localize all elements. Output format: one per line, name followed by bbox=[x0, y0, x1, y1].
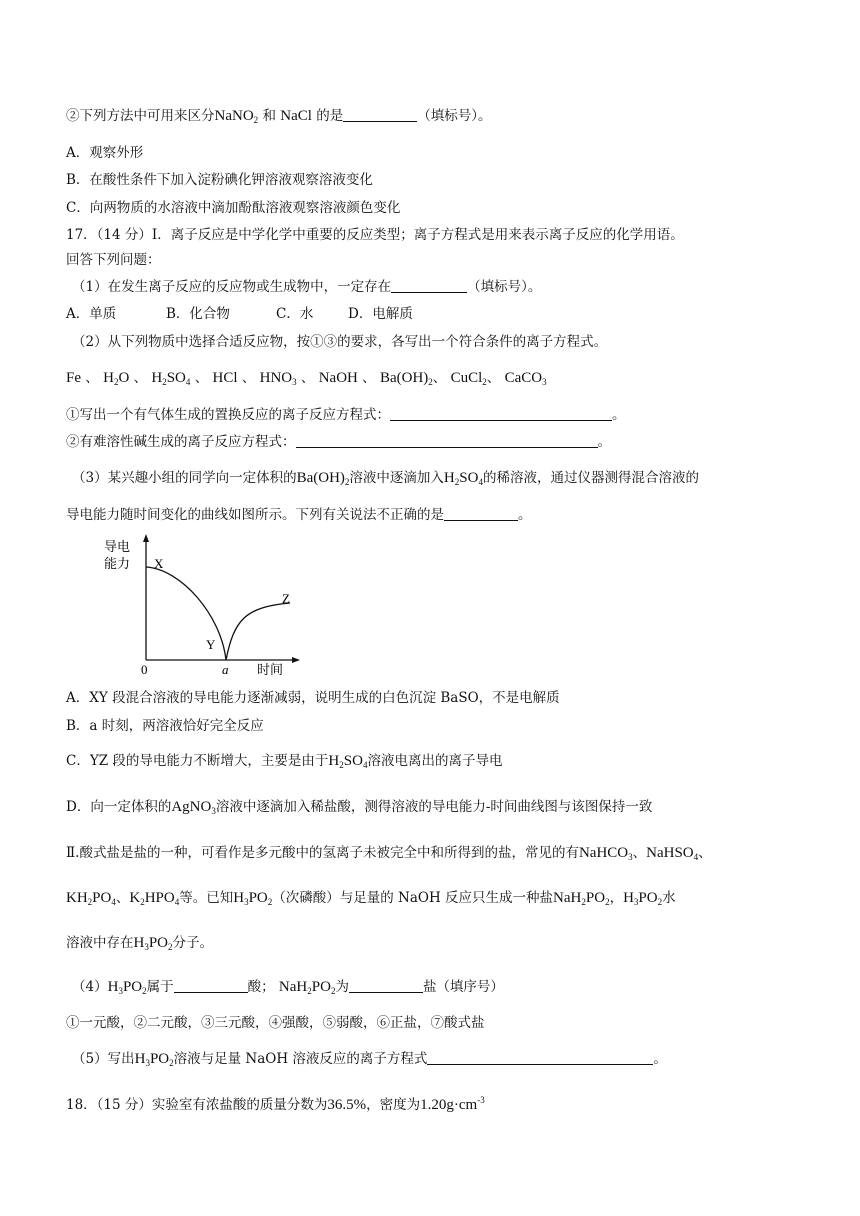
answer-blank[interactable] bbox=[174, 978, 248, 993]
q17-part2-1: ①写出一个有气体生成的置换反应的离子反应方程式： 。 bbox=[66, 407, 626, 423]
x-label: 时间 bbox=[257, 663, 284, 677]
answer-blank[interactable] bbox=[427, 1050, 653, 1065]
conductivity-curve bbox=[146, 567, 290, 660]
q17-part4: $(4)H_3PO_2$属于 酸； $NaH_2PO_2$为 盐（填序号） bbox=[72, 979, 504, 996]
y-axis-arrow bbox=[143, 534, 149, 542]
q18-header: 18．（15 分）实验室有浓盐酸的质量分数为36.5%，密度为$1.20g\cdot cm^{-3}$ bbox=[66, 1095, 485, 1113]
y-label-2: 能力 bbox=[104, 557, 131, 572]
answer-blank[interactable] bbox=[349, 978, 423, 993]
y-label-1: 导电 bbox=[104, 540, 131, 555]
point-label-z: Z bbox=[282, 591, 290, 606]
q17-part5: （5）写出$H_3PO_2$溶液与足量 NaOH 溶液反应的离子方程式 。 bbox=[72, 1051, 667, 1068]
x-axis-arrow bbox=[292, 657, 300, 663]
q17-part3-option-d: D．向一定体积的AgNO$_3$溶液中逐滴加入稀盐酸，测得溶液的导电能力-时间曲线图与该图保持一致 bbox=[66, 799, 653, 816]
q17-intro: 回答下列问题： bbox=[66, 252, 161, 268]
q16-option-a: A．观察外形 bbox=[66, 145, 144, 161]
section-ii-line1: Ⅱ.酸式盐是盐的一种，可看作是多元酸中的氢离子未被完全中和所得到的盐，常见的有NaHCO$_3$、NaHSO$_4$、 bbox=[66, 845, 712, 862]
origin-label: 0 bbox=[141, 662, 148, 677]
q17-part3-option-b: B．a 时刻，两溶液恰好完全反应 bbox=[66, 718, 264, 734]
q17-part3-line2: 导电能力随时间变化的曲线如图所示。下列有关说法不正确的是 。 bbox=[66, 507, 532, 523]
answer-blank[interactable] bbox=[296, 433, 598, 448]
formula-nacl: NaCl bbox=[280, 108, 312, 124]
q16-option-b: B．在酸性条件下加入淀粉碘化钾溶液观察溶液变化 bbox=[66, 172, 373, 188]
q16-option-c: C．向两物质的水溶液中滴加酚酞溶液观察溶液颜色变化 bbox=[66, 200, 401, 216]
x-mark-a: a bbox=[222, 662, 229, 677]
q17-part2-2: ②有难溶性碱生成的离子反应方程式： 。 bbox=[66, 434, 611, 450]
q17-part1: （1）在发生离子反应的反应物或生成物中，一定存在 （填标号）。 bbox=[72, 279, 542, 295]
reagent-list: Fe 、 $H_2O$ 、 $H_2SO_4$ 、 HCl 、 $HNO_3$ 、 NaOH 、 $Ba(OH)_2$、 CuCl$_2$、 CaCO$_3$ bbox=[66, 370, 547, 387]
q17-part3-option-c: C．YZ 段的导电能力不断增大，主要是由于$H_2SO_4$溶液电离出的离子导电 bbox=[66, 753, 503, 770]
q17-part4-options: ①一元酸，②二元酸，③三元酸，④强酸，⑤弱酸，⑥正盐，⑦酸式盐 bbox=[66, 1015, 485, 1031]
answer-blank[interactable] bbox=[444, 506, 518, 521]
answer-blank[interactable] bbox=[391, 278, 467, 293]
q17-header: 17．（14 分）I．离子反应是中学化学中重要的反应类型；离子方程式是用来表示离子反应的化学用语。 bbox=[66, 227, 684, 243]
point-label-x: X bbox=[154, 556, 164, 571]
conductivity-chart bbox=[100, 532, 310, 677]
q17-part2: （2）从下列物质中选择合适反应物，按①③的要求，各写出一个符合条件的离子方程式。 bbox=[72, 334, 608, 350]
q17-part1-options: A．单质 B．化合物 C．水 D．电解质 bbox=[66, 306, 413, 322]
section-ii-line2: $KH_2PO_4$、$K_2HPO_4$等。已知$H_3PO_2$（次磷酸）与足量的 NaOH 反应只生成一种盐$NaH_2PO_2$，$H_3PO_2$水 bbox=[66, 890, 676, 907]
q17-part3-option-a: A．XY 段混合溶液的导电能力逐渐减弱，说明生成的白色沉淀 BaSO，不是电解质 bbox=[66, 690, 560, 706]
answer-blank[interactable] bbox=[343, 107, 417, 122]
q16-part2-question: ②下列方法中可用来区分NaNO$_2$ 和 NaCl 的是 （填标号）。 bbox=[66, 108, 492, 125]
answer-blank[interactable] bbox=[390, 406, 612, 421]
formula-nano2: NaNO$_2$ bbox=[214, 108, 259, 125]
point-label-y: Y bbox=[206, 637, 216, 652]
section-ii-line3: 溶液中存在$H_3PO_2$分子。 bbox=[66, 935, 214, 952]
q17-part3-line1: （3）某兴趣小组的同学向一定体积的$Ba(OH)_2$溶液中逐滴加入$H_2SO_4$的稀溶液，通过仪器测得混合溶液的 bbox=[72, 470, 699, 487]
